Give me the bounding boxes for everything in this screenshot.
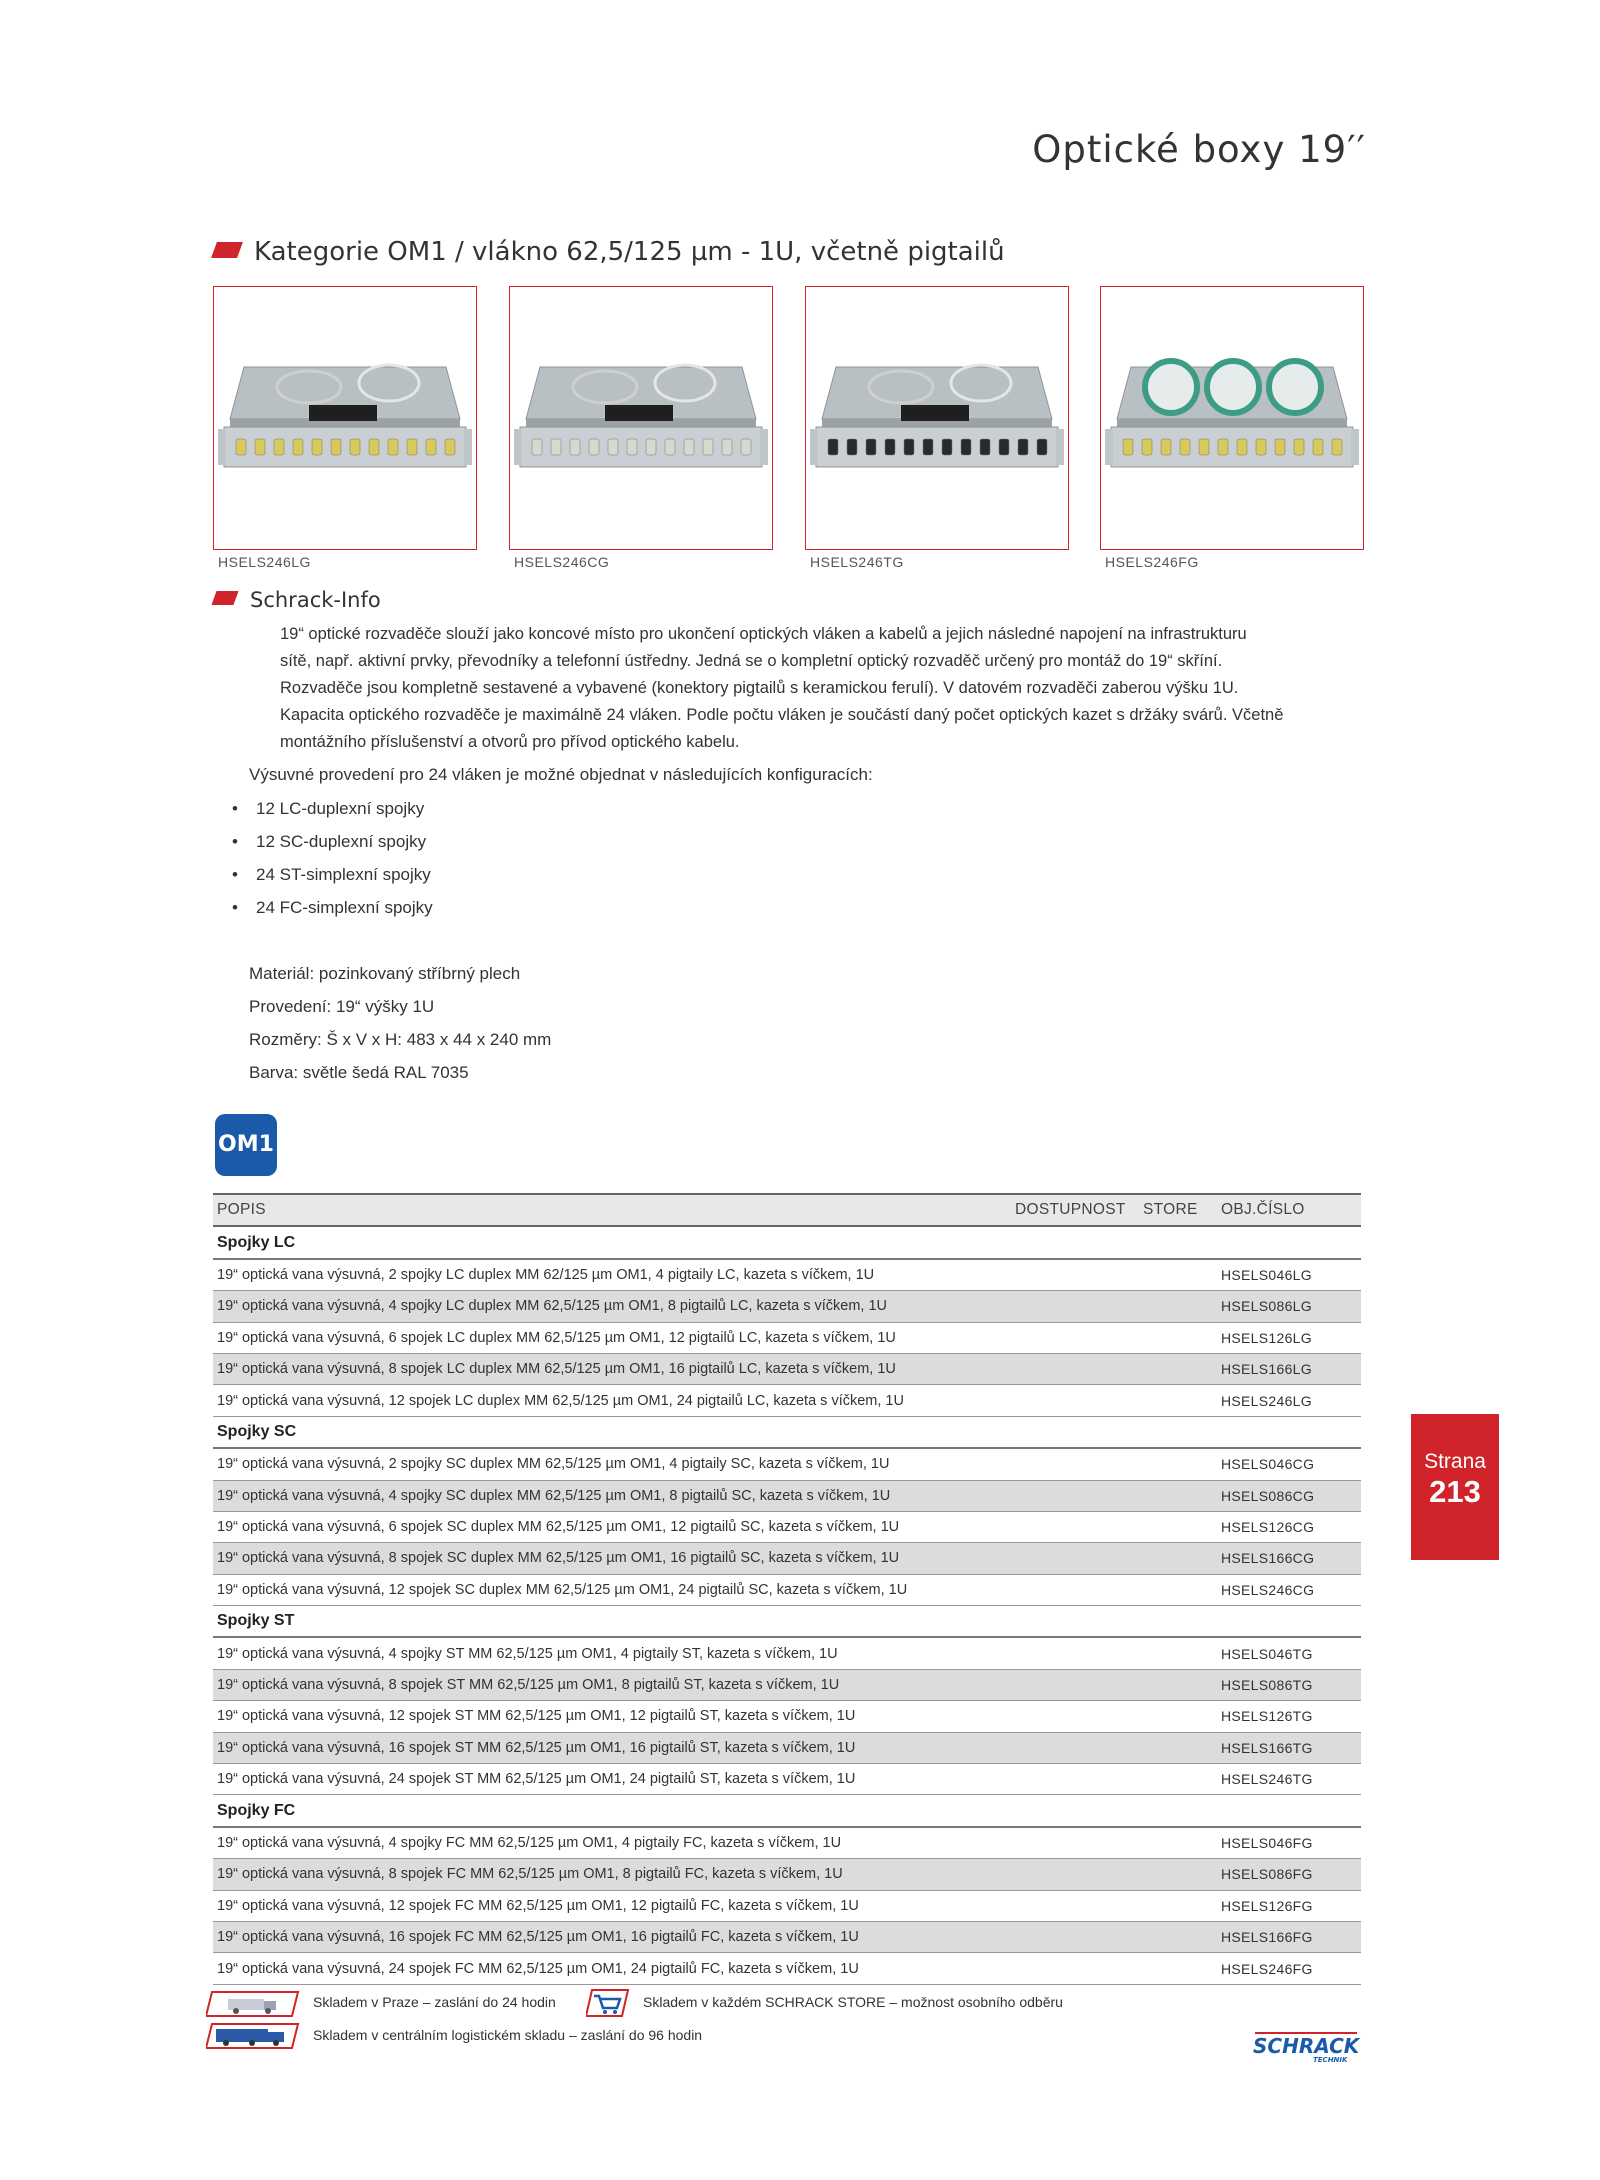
legend-praha: Skladem v Praze – zaslání do 24 hodin <box>313 1994 556 2010</box>
legend-central: Skladem v centrálním logistickém skladu – zaslání do 96 hodin <box>313 2027 703 2043</box>
page-number-tab <box>1411 1414 1499 1560</box>
config-item: • 24 ST-simplexní spojky <box>256 865 431 885</box>
info-paragraph <box>280 621 1340 756</box>
table-row <box>213 1637 1361 1669</box>
product-photo-caption: HSELS246FG <box>1105 554 1199 570</box>
row-availability <box>1011 1827 1139 1859</box>
info-line: Rozvaděče jsou kompletně sestavené a vybavené (konektory pigtailů s keramickou ferulí). V datovém rozvaděči zaberou výšku 1U. <box>280 679 1239 697</box>
table-group-row <box>213 1795 1361 1827</box>
row-order-number: HSELS126CG <box>1217 1511 1361 1542</box>
product-photo <box>213 286 477 550</box>
info-heading-text: Schrack-Info <box>250 588 381 612</box>
product-table <box>213 1193 1361 1985</box>
row-description: 19“ optická vana výsuvná, 8 spojek LC duplex MM 62,5/125 µm OM1, 16 pigtailů LC, kazeta s víčkem, 1U <box>213 1353 1011 1384</box>
product-photo <box>509 286 773 550</box>
row-store <box>1139 1701 1217 1732</box>
row-description: 19“ optická vana výsuvná, 24 spojek FC MM 62,5/125 µm OM1, 24 pigtailů FC, kazeta s víčkem, 1U <box>213 1953 1011 1984</box>
row-store <box>1139 1259 1217 1291</box>
row-description: 19“ optická vana výsuvná, 12 spojek FC MM 62,5/125 µm OM1, 12 pigtailů FC, kazeta s víčkem, 1U <box>213 1890 1011 1921</box>
table-row <box>213 1353 1361 1384</box>
group-title: Spojky LC <box>213 1226 1361 1258</box>
row-order-number: HSELS046FG <box>1217 1827 1361 1859</box>
row-order-number: HSELS246CG <box>1217 1574 1361 1605</box>
row-description: 19“ optická vana výsuvná, 16 spojek FC MM 62,5/125 µm OM1, 16 pigtailů FC, kazeta s víčkem, 1U <box>213 1921 1011 1952</box>
row-availability <box>1011 1353 1139 1384</box>
row-store <box>1139 1764 1217 1795</box>
row-description: 19“ optická vana výsuvná, 12 spojek LC duplex MM 62,5/125 µm OM1, 24 pigtailů LC, kazeta s víčkem, 1U <box>213 1385 1011 1416</box>
row-availability <box>1011 1953 1139 1984</box>
category-heading <box>214 237 1005 267</box>
product-photo-caption: HSELS246LG <box>218 554 311 570</box>
product-photo <box>1100 286 1364 550</box>
row-availability <box>1011 1511 1139 1542</box>
row-description: 19“ optická vana výsuvná, 12 spojek ST MM 62,5/125 µm OM1, 12 pigtailů ST, kazeta s víčkem, 1U <box>213 1701 1011 1732</box>
row-order-number: HSELS246LG <box>1217 1385 1361 1416</box>
row-order-number: HSELS086FG <box>1217 1859 1361 1890</box>
row-description: 19“ optická vana výsuvná, 2 spojky LC duplex MM 62/125 µm OM1, 4 pigtaily LC, kazeta s víčkem, 1U <box>213 1259 1011 1291</box>
col-obj-cislo: OBJ.ČÍSLO <box>1217 1194 1361 1226</box>
row-store <box>1139 1732 1217 1763</box>
fiber-box-illustration <box>806 287 1068 549</box>
fiber-box-illustration <box>1101 287 1363 549</box>
row-availability <box>1011 1480 1139 1511</box>
group-title: Spojky SC <box>213 1416 1361 1448</box>
row-description: 19“ optická vana výsuvná, 8 spojek ST MM 62,5/125 µm OM1, 8 pigtailů ST, kazeta s víčkem, 1U <box>213 1669 1011 1700</box>
col-popis: POPIS <box>213 1194 1011 1226</box>
row-description: 19“ optická vana výsuvná, 4 spojky ST MM 62,5/125 µm OM1, 4 pigtaily ST, kazeta s víčkem, 1U <box>213 1637 1011 1669</box>
row-description: 19“ optická vana výsuvná, 6 spojek LC duplex MM 62,5/125 µm OM1, 12 pigtailů LC, kazeta s víčkem, 1U <box>213 1322 1011 1353</box>
row-order-number: HSELS046CG <box>1217 1448 1361 1480</box>
row-store <box>1139 1353 1217 1384</box>
row-order-number: HSELS166CG <box>1217 1543 1361 1574</box>
row-description: 19“ optická vana výsuvná, 16 spojek ST MM 62,5/125 µm OM1, 16 pigtailů ST, kazeta s víčkem, 1U <box>213 1732 1011 1763</box>
table-row <box>213 1859 1361 1890</box>
red-marker-icon <box>211 591 238 605</box>
row-store <box>1139 1480 1217 1511</box>
table-row <box>213 1448 1361 1480</box>
row-description: 19“ optická vana výsuvná, 4 spojky SC duplex MM 62,5/125 µm OM1, 8 pigtailů SC, kazeta s víčkem, 1U <box>213 1480 1011 1511</box>
row-store <box>1139 1953 1217 1984</box>
table-row <box>213 1764 1361 1795</box>
row-description: 19“ optická vana výsuvná, 4 spojky LC duplex MM 62,5/125 µm OM1, 8 pigtailů LC, kazeta s víčkem, 1U <box>213 1291 1011 1322</box>
row-store <box>1139 1669 1217 1700</box>
table-row <box>213 1574 1361 1605</box>
row-description: 19“ optická vana výsuvná, 12 spojek SC duplex MM 62,5/125 µm OM1, 24 pigtailů SC, kazeta s víčkem, 1U <box>213 1574 1011 1605</box>
row-order-number: HSELS126FG <box>1217 1890 1361 1921</box>
config-item: • 24 FC-simplexní spojky <box>256 898 433 918</box>
spec-design: Provedení: 19“ výšky 1U <box>249 997 435 1016</box>
row-order-number: HSELS086CG <box>1217 1480 1361 1511</box>
page-title: Optické boxy 19′′ <box>1032 128 1366 171</box>
row-store <box>1139 1511 1217 1542</box>
legend-store: Skladem v každém SCHRACK STORE – možnost osobního odběru <box>643 1994 1063 2010</box>
table-row <box>213 1669 1361 1700</box>
table-row <box>213 1701 1361 1732</box>
row-store <box>1139 1921 1217 1952</box>
table-row <box>213 1322 1361 1353</box>
row-order-number: HSELS166TG <box>1217 1732 1361 1763</box>
product-photo-caption: HSELS246CG <box>514 554 610 570</box>
table-row <box>213 1385 1361 1416</box>
row-store <box>1139 1291 1217 1322</box>
table-row <box>213 1480 1361 1511</box>
row-description: 19“ optická vana výsuvná, 2 spojky SC duplex MM 62,5/125 µm OM1, 4 pigtaily SC, kazeta s víčkem, 1U <box>213 1448 1011 1480</box>
schrack-logo <box>1249 2029 1361 2065</box>
fiber-box-illustration <box>510 287 772 549</box>
spec-dimensions: Rozměry: Š x V x H: 483 x 44 x 240 mm <box>249 1030 552 1049</box>
spec-material: Materiál: pozinkovaný stříbrný plech <box>249 964 521 983</box>
row-order-number: HSELS086LG <box>1217 1291 1361 1322</box>
red-marker-icon <box>211 242 243 258</box>
col-store: STORE <box>1139 1194 1217 1226</box>
table-row <box>213 1953 1361 1984</box>
table-row <box>213 1511 1361 1542</box>
fiber-box-illustration <box>214 287 476 549</box>
row-store <box>1139 1637 1217 1669</box>
product-photo <box>805 286 1069 550</box>
product-photo-caption: HSELS246TG <box>810 554 904 570</box>
group-title: Spojky ST <box>213 1606 1361 1638</box>
table-row <box>213 1259 1361 1291</box>
svg-text:TECHNIK: TECHNIK <box>1313 2056 1348 2064</box>
row-availability <box>1011 1322 1139 1353</box>
row-description: 19“ optická vana výsuvná, 6 spojek SC duplex MM 62,5/125 µm OM1, 12 pigtailů SC, kazeta s víčkem, 1U <box>213 1511 1011 1542</box>
col-dostupnost: DOSTUPNOST <box>1011 1194 1139 1226</box>
category-heading-text: Kategorie OM1 / vlákno 62,5/125 µm - 1U, včetně pigtailů <box>254 237 1005 267</box>
row-availability <box>1011 1637 1139 1669</box>
table-group-row <box>213 1606 1361 1638</box>
row-availability <box>1011 1732 1139 1763</box>
config-item: • 12 SC-duplexní spojky <box>256 832 426 852</box>
table-group-row <box>213 1226 1361 1258</box>
row-store <box>1139 1543 1217 1574</box>
row-store <box>1139 1574 1217 1605</box>
row-store <box>1139 1827 1217 1859</box>
row-order-number: HSELS166LG <box>1217 1353 1361 1384</box>
row-description: 19“ optická vana výsuvná, 4 spojky FC MM 62,5/125 µm OM1, 4 pigtaily FC, kazeta s víčkem, 1U <box>213 1827 1011 1859</box>
om1-badge: OM1 <box>215 1114 277 1176</box>
shopping-cart-icon <box>586 1988 630 2018</box>
row-description: 19“ optická vana výsuvná, 24 spojek ST MM 62,5/125 µm OM1, 24 pigtailů ST, kazeta s víčkem, 1U <box>213 1764 1011 1795</box>
info-heading <box>214 588 381 612</box>
row-availability <box>1011 1669 1139 1700</box>
truck-icon <box>206 2022 301 2050</box>
table-row <box>213 1543 1361 1574</box>
info-line: montážního příslušenství a otvorů pro přívod optického kabelu. <box>280 733 740 751</box>
row-availability <box>1011 1701 1139 1732</box>
table-row <box>213 1732 1361 1763</box>
row-availability <box>1011 1291 1139 1322</box>
row-order-number: HSELS246FG <box>1217 1953 1361 1984</box>
row-order-number: HSELS126TG <box>1217 1701 1361 1732</box>
table-row <box>213 1890 1361 1921</box>
row-description: 19“ optická vana výsuvná, 8 spojek SC duplex MM 62,5/125 µm OM1, 16 pigtailů SC, kazeta s víčkem, 1U <box>213 1543 1011 1574</box>
row-store <box>1139 1890 1217 1921</box>
info-line: sítě, např. aktivní prvky, převodníky a telefonní ústředny. Jedná se o kompletní optický rozvaděč určený pro montáž do 19“ skříní. <box>280 652 1223 670</box>
row-order-number: HSELS086TG <box>1217 1669 1361 1700</box>
row-order-number: HSELS046TG <box>1217 1637 1361 1669</box>
row-description: 19“ optická vana výsuvná, 8 spojek FC MM 62,5/125 µm OM1, 8 pigtailů FC, kazeta s víčkem, 1U <box>213 1859 1011 1890</box>
info-line: 19“ optické rozvaděče slouží jako koncové místo pro ukončení optických vláken a kabelů a jejich následné napojení na infrastrukturu <box>280 625 1247 643</box>
delivery-van-icon <box>206 1990 301 2018</box>
config-item: • 12 LC-duplexní spojky <box>256 799 424 819</box>
page-label: Strana <box>1424 1450 1486 1473</box>
row-store <box>1139 1448 1217 1480</box>
page-number: 213 <box>1429 1474 1481 1509</box>
row-availability <box>1011 1859 1139 1890</box>
group-title: Spojky FC <box>213 1795 1361 1827</box>
row-availability <box>1011 1574 1139 1605</box>
row-order-number: HSELS246TG <box>1217 1764 1361 1795</box>
table-header-row <box>213 1194 1361 1226</box>
table-group-row <box>213 1416 1361 1448</box>
row-store <box>1139 1859 1217 1890</box>
config-intro: Výsuvné provedení pro 24 vláken je možné objednat v následujících konfiguracích: <box>249 765 873 784</box>
row-store <box>1139 1385 1217 1416</box>
row-store <box>1139 1322 1217 1353</box>
svg-text:SCHRACK: SCHRACK <box>1253 2034 1360 2058</box>
row-availability <box>1011 1259 1139 1291</box>
row-order-number: HSELS166FG <box>1217 1921 1361 1952</box>
row-availability <box>1011 1385 1139 1416</box>
row-order-number: HSELS126LG <box>1217 1322 1361 1353</box>
row-availability <box>1011 1448 1139 1480</box>
row-availability <box>1011 1921 1139 1952</box>
row-availability <box>1011 1890 1139 1921</box>
row-availability <box>1011 1764 1139 1795</box>
info-line: Kapacita optického rozvaděče je maximálně 24 vláken. Podle počtu vláken je součástí daný počet optických kazet s držáky svárů. Včetně <box>280 706 1284 724</box>
row-order-number: HSELS046LG <box>1217 1259 1361 1291</box>
table-row <box>213 1827 1361 1859</box>
row-availability <box>1011 1543 1139 1574</box>
spec-color: Barva: světle šedá RAL 7035 <box>249 1063 469 1082</box>
table-row <box>213 1921 1361 1952</box>
table-row <box>213 1291 1361 1322</box>
